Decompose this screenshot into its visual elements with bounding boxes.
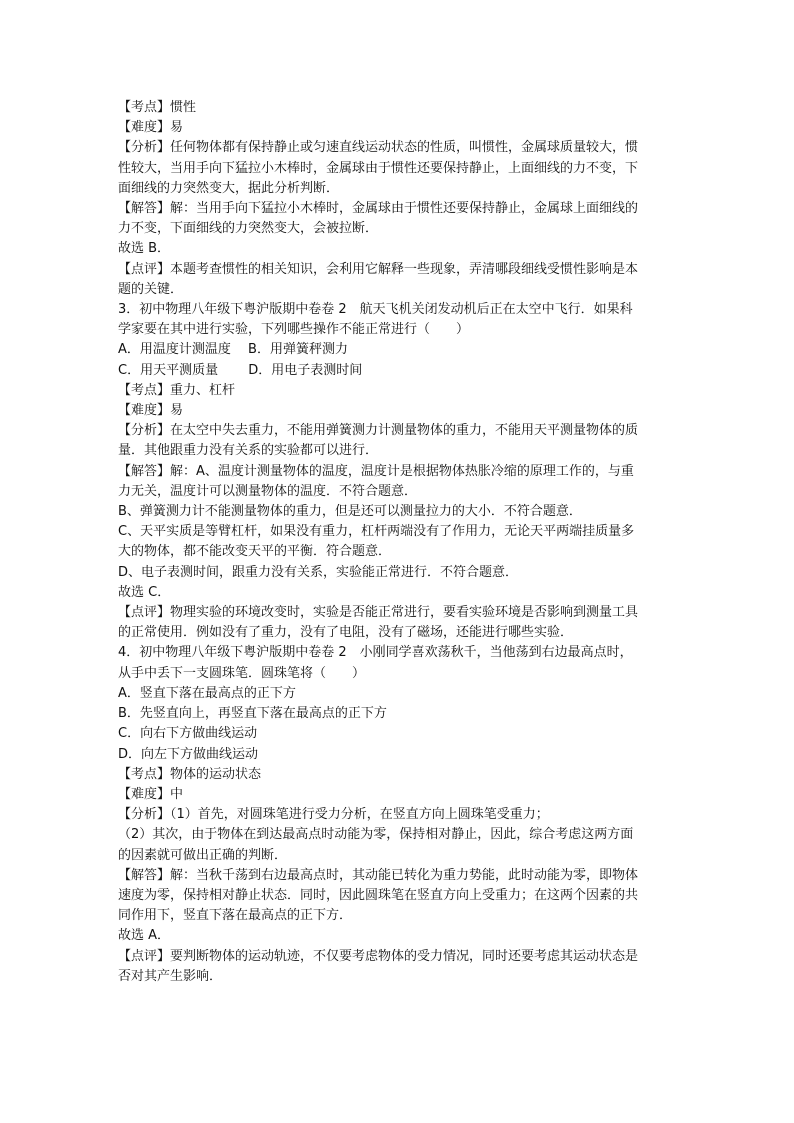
q2-fenxi-line-2: 性较大，当用手向下猛拉小木棒时，金属球由于惯性还要保持静止，上面细线的力不变，下	[118, 160, 639, 176]
q2-kaodian-line	[118, 98, 680, 118]
q2-dianping-line-2: 题的关键．	[118, 281, 184, 297]
dianping-tag: 【点评】	[118, 948, 171, 964]
q3-options-line-2: C．用天平测质量 D．用电子表测时间	[118, 362, 363, 378]
q3-nandu-line	[118, 401, 680, 421]
fenxi-text: （1）首先，对圆珠笔进行受力分析，在竖直方向上圆珠笔受重力；	[170, 807, 549, 823]
q4-jieda-line-1	[118, 866, 680, 886]
jieda-text: 解：A、温度计测量物体的温度，温度计是根据物体热胀冷缩的原理工作的，与重	[170, 463, 634, 479]
kaodian-text: 物体的运动状态	[170, 766, 262, 782]
dianping-tag: 【点评】	[118, 605, 171, 621]
q4-kaodian-line	[118, 765, 680, 785]
q2-jieda-line-2: 力不变，下面细线的力突然变大，会被拉断．	[118, 221, 379, 237]
q4-option-b: B．先竖直向上，再竖直下落在最高点的正下方	[118, 706, 387, 722]
q4-option-c: C．向右下方做曲线运动	[118, 726, 258, 742]
q3-stem-line-1: 3．初中物理八年级下粤沪版期中卷卷 2 航天飞机关闭发动机后正在太空中飞行．如果科	[118, 302, 633, 318]
q3-options-line-1: A．用温度计测温度 B．用弹簧秤测力	[118, 342, 348, 358]
q3-jieda-line-4: C、天平实质是等臂杠杆，如果没有重力，杠杆两端没有了作用力，无论天平两端挂质量多	[118, 524, 635, 540]
q2-jieda-line-1	[118, 199, 680, 219]
q4-dianping-line-2: 否对其产生影响．	[118, 968, 223, 984]
q4-dianping-line-1	[118, 947, 680, 967]
jieda-tag: 【解答】	[118, 463, 171, 479]
nandu-text: 中	[170, 786, 184, 802]
nandu-tag: 【难度】	[118, 120, 171, 136]
q3-jieda-line-6: D、电子表测时间，跟重力没有关系，实验能正常进行．不符合题意．	[118, 564, 519, 580]
q2-dianping-line-1	[118, 260, 680, 280]
q4-fenxi-line-2: （2）其次，由于物体在到达最高点时动能为零，保持相对静止，因此，综合考虑这两方面	[118, 827, 634, 843]
q4-fenxi-line-1	[118, 805, 680, 825]
jieda-text: 解：当秋千荡到右边最高点时，其动能已转化为重力势能，此时动能为零，即物体	[170, 867, 639, 883]
kaodian-tag: 【考点】	[118, 766, 171, 782]
q3-jieda-line-2: 力无关，温度计可以测量物体的温度．不符合题意．	[118, 483, 418, 499]
q4-jieda-line-3: 同作用下，竖直下落在最高点的正下方．	[118, 908, 353, 924]
jieda-tag: 【解答】	[118, 867, 171, 883]
kaodian-tag: 【考点】	[118, 382, 171, 398]
kaodian-text: 惯性	[170, 100, 197, 115]
q2-fenxi-line-1	[118, 138, 680, 158]
jieda-tag: 【解答】	[118, 201, 171, 217]
q3-dianping-line-1	[118, 603, 680, 623]
q3-fenxi-line-1	[118, 421, 680, 441]
dianping-tag: 【点评】	[118, 261, 171, 277]
nandu-text: 易	[170, 403, 184, 419]
q3-kaodian-line	[118, 381, 680, 401]
q3-fenxi-line-2: 量．其他跟重力没有关系的实验都可以进行．	[118, 443, 379, 459]
fenxi-tag: 【分析】	[118, 423, 171, 439]
fenxi-text: 任何物体都有保持静止或匀速直线运动状态的性质，叫惯性，金属球质量较大，惯	[170, 140, 639, 156]
q3-answer: 故选 C．	[118, 584, 171, 600]
q4-fenxi-line-3: 的因素就可做出正确的判断．	[118, 847, 288, 863]
fenxi-tag: 【分析】	[118, 807, 171, 823]
nandu-text: 易	[170, 120, 184, 136]
fenxi-text: 在太空中失去重力，不能用弹簧测力计测量物体的重力，不能用天平测量物体的质	[170, 423, 639, 439]
q4-answer: 故选 A．	[118, 928, 171, 944]
q4-option-a: A．竖直下落在最高点的正下方	[118, 685, 296, 701]
document-page	[118, 98, 680, 987]
dianping-text: 本题考查惯性的相关知识，会利用它解释一些现象，弄清哪段细线受惯性影响是本	[170, 261, 639, 277]
q3-jieda-line-3: B、弹簧测力计不能测量物体的重力，但是还可以测量拉力的大小．不符合题意．	[118, 504, 582, 520]
q3-jieda-line-5: 大的物体，都不能改变天平的平衡．符合题意．	[118, 544, 392, 560]
q4-stem-line-1: 4．初中物理八年级下粤沪版期中卷卷 2 小刚同学喜欢荡秋千，当他荡到右边最高点时，	[118, 645, 633, 661]
nandu-tag: 【难度】	[118, 403, 171, 419]
q3-dianping-line-2: 的正常使用．例如没有了重力，没有了电阻，没有了磁场，还能进行哪些实验．	[118, 625, 574, 641]
kaodian-tag: 【考点】	[118, 100, 171, 115]
dianping-text: 要判断物体的运动轨迹，不仅要考虑物体的受力情况，同时还要考虑其运动状态是	[170, 948, 639, 964]
q2-fenxi-line-3: 面细线的力突然变大，据此分析判断．	[118, 180, 340, 196]
jieda-text: 解：当用手向下猛拉小木棒时，金属球由于惯性还要保持静止，金属球上面细线的	[170, 201, 639, 217]
nandu-tag: 【难度】	[118, 786, 171, 802]
q3-stem-line-2: 学家要在其中进行实验，下列哪些操作不能正常进行（ ）	[118, 322, 470, 338]
kaodian-text: 重力、杠杆	[170, 382, 236, 398]
dianping-text: 物理实验的环境改变时，实验是否能正常进行，要看实验环境是否影响到测量工具	[170, 605, 639, 621]
q2-answer: 故选 B．	[118, 241, 171, 257]
q4-nandu-line	[118, 785, 680, 805]
q4-stem-line-2: 从手中丢下一支圆珠笔．圆珠笔将（ ）	[118, 665, 366, 681]
q3-jieda-line-1	[118, 462, 680, 482]
q2-nandu-line	[118, 118, 680, 138]
q4-option-d: D．向左下方做曲线运动	[118, 746, 259, 762]
fenxi-tag: 【分析】	[118, 140, 171, 156]
q4-jieda-line-2: 速度为零，保持相对静止状态．同时，因此圆珠笔在竖直方向上受重力；在这两个因素的共	[118, 887, 639, 903]
